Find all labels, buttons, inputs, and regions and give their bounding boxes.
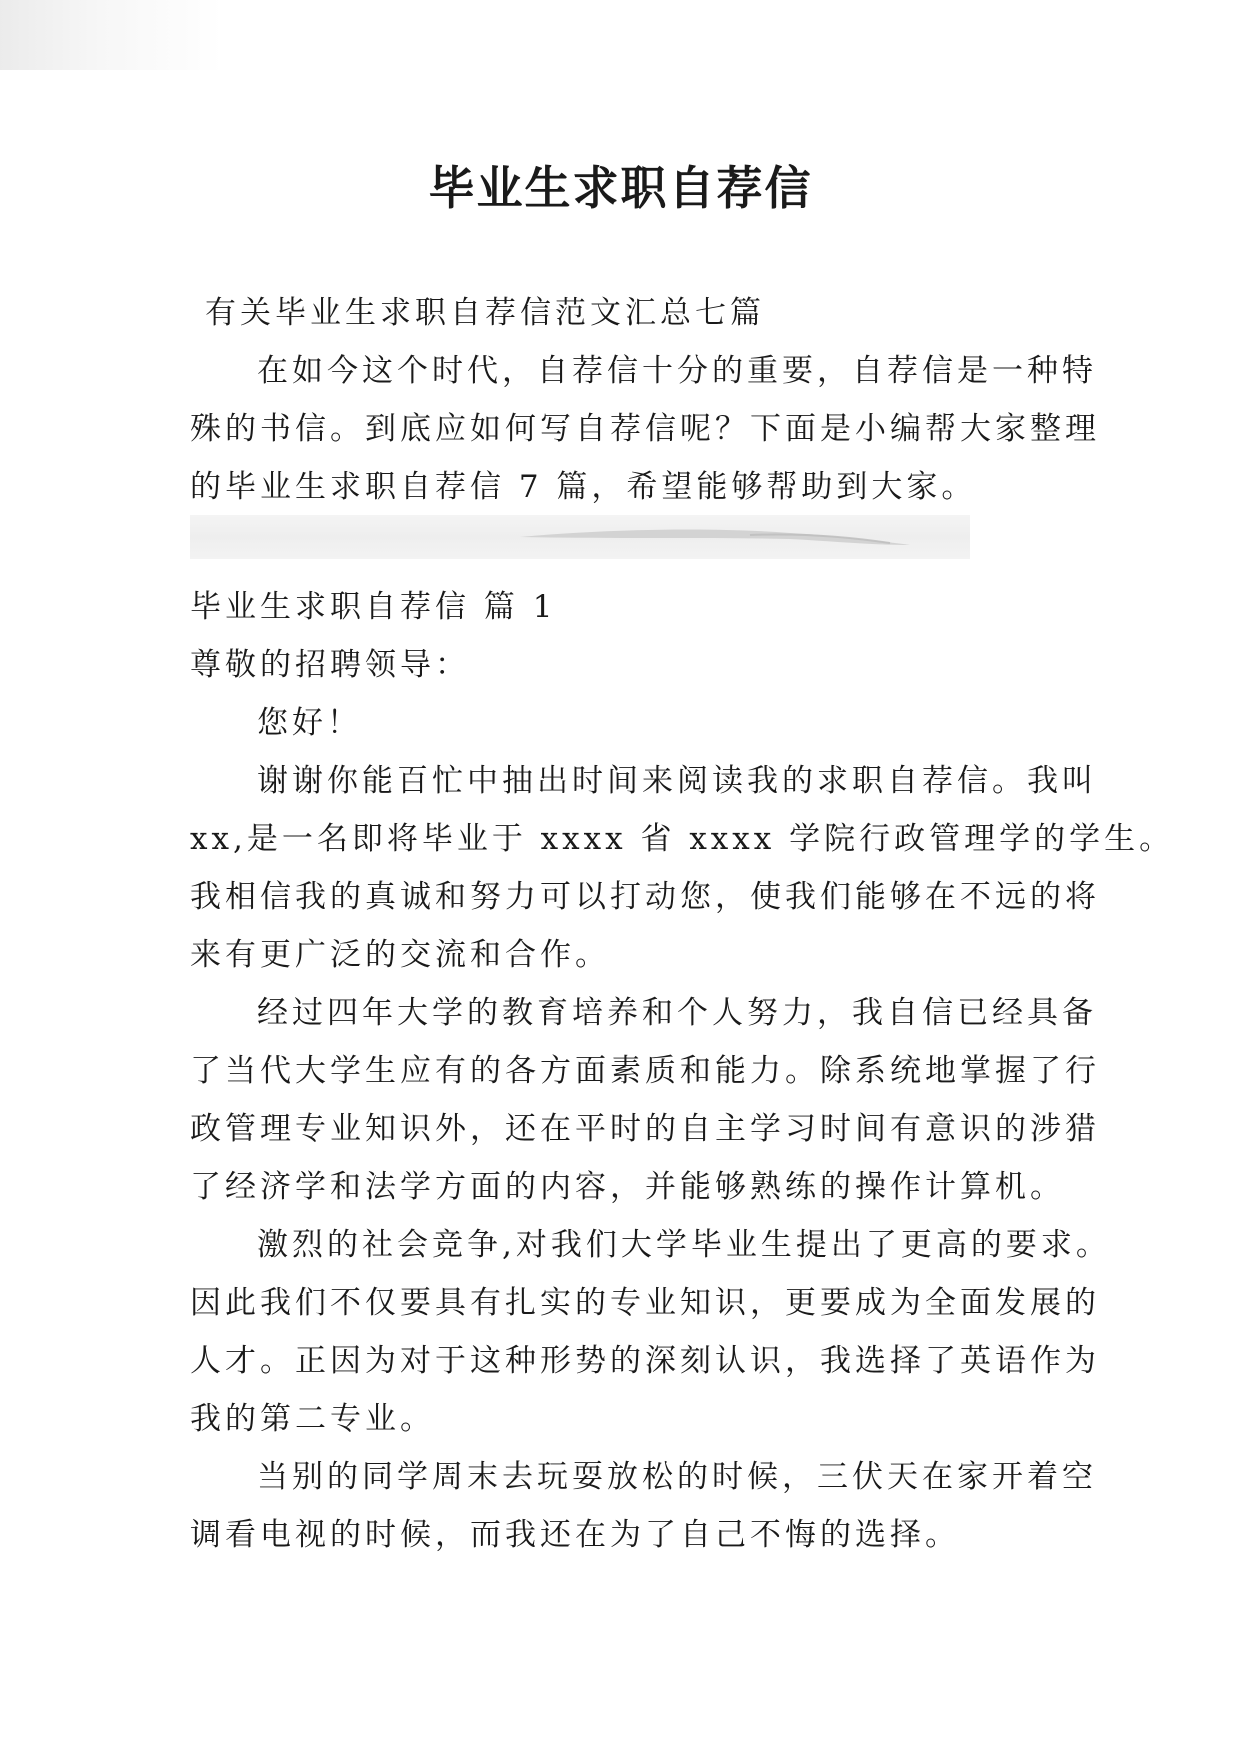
document-title: 毕业生求职自荐信: [428, 161, 813, 215]
paragraph-1-line-3: 我相信我的真诚和努力可以打动您，使我们能够在不远的将: [190, 879, 1100, 915]
paragraph-2-line-4: 了经济学和法学方面的内容，并能够熟练的操作计算机。: [190, 1169, 1065, 1205]
greeting: 您好！: [257, 705, 362, 741]
intro-line-3: 的毕业生求职自荐信 7 篇，希望能够帮助到大家。: [190, 469, 977, 505]
paragraph-4-line-2: 调看电视的时候，而我还在为了自己不悔的选择。: [190, 1517, 960, 1553]
intro-line-1: 在如今这个时代，自荐信十分的重要，自荐信是一种特: [257, 353, 1097, 389]
paragraph-3-line-3: 人才。正因为对于这种形势的深刻认识，我选择了英语作为: [190, 1343, 1100, 1379]
intro-line-2: 殊的书信。到底应如何写自荐信呢？下面是小编帮大家整理: [190, 411, 1100, 447]
paragraph-4-line-1: 当别的同学周末去玩耍放松的时候，三伏天在家开着空: [257, 1459, 1097, 1495]
paragraph-3-line-4: 我的第二专业。: [190, 1401, 435, 1437]
paragraph-1-line-2: xx,是一名即将毕业于 xxxx 省 xxxx 学院行政管理学的学生。: [190, 821, 1175, 857]
decorative-divider-image: [190, 515, 970, 559]
page-top-shadow: [0, 0, 1241, 70]
paragraph-3-line-1: 激烈的社会竞争,对我们大学毕业生提出了更高的要求。: [257, 1227, 1111, 1263]
document-subtitle: 有关毕业生求职自荐信范文汇总七篇: [205, 295, 765, 331]
section-heading: 毕业生求职自荐信 篇 1: [190, 589, 557, 625]
brush-stroke-icon: [190, 515, 970, 559]
paragraph-3-line-2: 因此我们不仅要具有扎实的专业知识，更要成为全面发展的: [190, 1285, 1100, 1321]
salutation: 尊敬的招聘领导：: [190, 647, 470, 683]
paragraph-1-line-4: 来有更广泛的交流和合作。: [190, 937, 610, 973]
paragraph-2-line-1: 经过四年大学的教育培养和个人努力，我自信已经具备: [257, 995, 1097, 1031]
paragraph-1-line-1: 谢谢你能百忙中抽出时间来阅读我的求职自荐信。我叫: [257, 763, 1097, 799]
paragraph-2-line-3: 政管理专业知识外，还在平时的自主学习时间有意识的涉猎: [190, 1111, 1100, 1147]
paragraph-2-line-2: 了当代大学生应有的各方面素质和能力。除系统地掌握了行: [190, 1053, 1100, 1089]
